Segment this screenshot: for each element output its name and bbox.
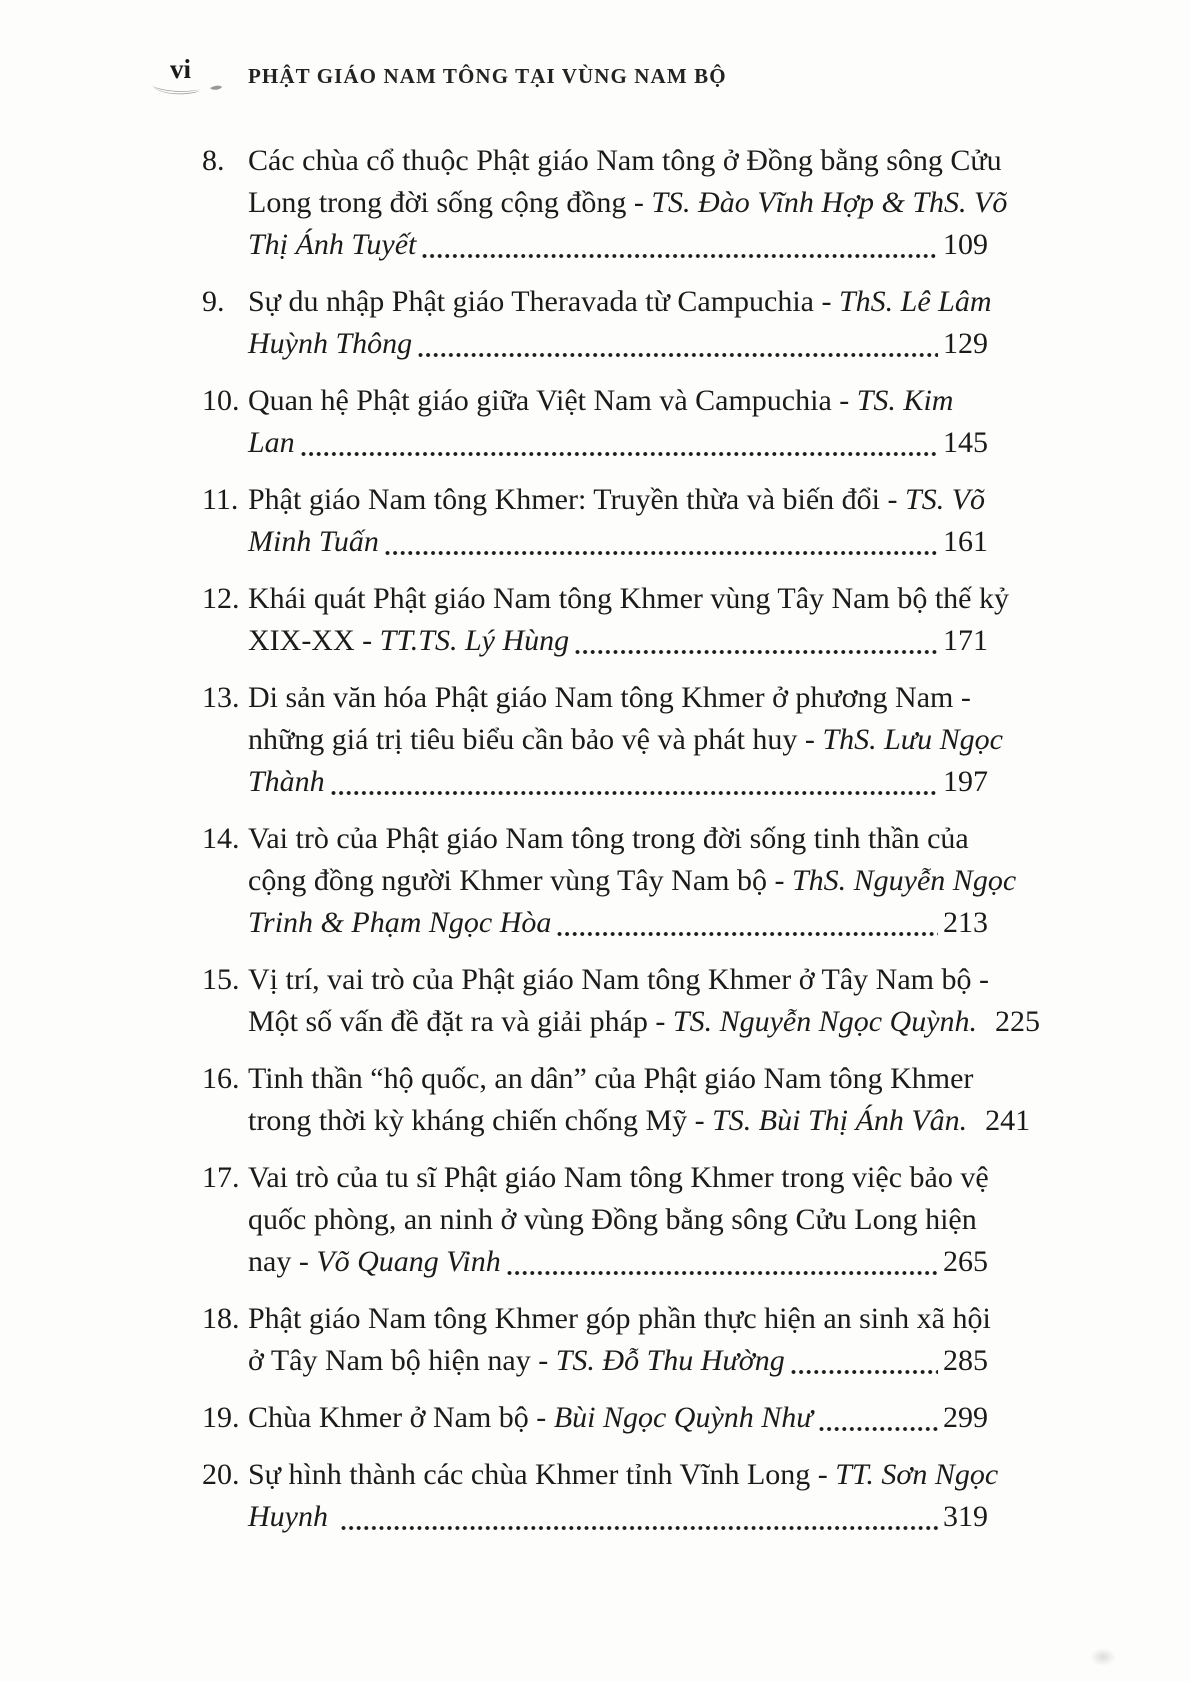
toc-author-text: TS. Đỗ Thu Hường	[555, 1344, 785, 1377]
toc-entry-number: 8.	[202, 144, 225, 177]
toc-line	[248, 1199, 988, 1241]
toc-line	[248, 677, 988, 719]
toc-entry-lines	[248, 1397, 988, 1439]
toc-line	[248, 1298, 991, 1340]
dot-leader	[330, 790, 938, 796]
toc-author-text: TS. Võ	[905, 483, 986, 516]
toc-line	[248, 479, 988, 521]
toc-line	[248, 422, 988, 464]
toc-author-text: TS. Đào Vĩnh Hợp & ThS. Võ	[651, 186, 1008, 219]
toc-title-text: Chùa Khmer ở Nam bộ -	[248, 1401, 554, 1434]
toc-author-text: TS. Kim	[856, 384, 954, 417]
dot-leader	[340, 1525, 938, 1531]
toc-line	[248, 1241, 988, 1283]
toc-line	[248, 521, 988, 563]
toc-author-text: ThS. Lưu Ngọc	[822, 723, 1003, 756]
toc-title-text: nay -	[248, 1245, 317, 1278]
toc-entry-lines	[248, 1058, 1031, 1142]
toc-author-text: TT. Sơn Ngọc	[835, 1458, 999, 1491]
toc-page-number: 171	[943, 624, 988, 657]
running-head-title: PHẬT GIÁO NAM TÔNG TẠI VÙNG NAM BỘ	[248, 64, 727, 88]
toc-entry	[202, 281, 992, 365]
toc-author-text: Minh Tuấn	[248, 525, 379, 558]
toc-entry	[202, 1454, 999, 1538]
toc-entry-lines	[248, 1298, 991, 1382]
toc-page-number: 129	[943, 327, 988, 360]
toc-line	[248, 818, 988, 860]
toc-list	[202, 140, 1041, 1553]
toc-title-text: những giá trị tiêu biểu cần bảo vệ và phát huy -	[248, 723, 823, 756]
dot-leader	[421, 253, 938, 259]
toc-entry-number: 12.	[202, 582, 240, 615]
toc-author-text: Lan	[248, 426, 295, 459]
dot-leader	[384, 550, 938, 556]
toc-page-number: 109	[943, 228, 988, 261]
toc-entry-number: 17.	[202, 1161, 240, 1194]
toc-author-text: TS. Nguyễn Ngọc Quỳnh.	[672, 1005, 978, 1038]
toc-entry	[202, 1298, 991, 1382]
toc-line	[248, 182, 1008, 224]
toc-line	[248, 1157, 988, 1199]
toc-author-text: ThS. Nguyễn Ngọc	[791, 864, 1017, 897]
toc-line	[248, 902, 988, 944]
toc-entry-lines	[248, 479, 988, 563]
toc-line	[248, 1496, 988, 1538]
toc-entry-number: 15.	[202, 963, 240, 996]
toc-title-text: Phật giáo Nam tông Khmer góp phần thực hiện an sinh xã hội	[248, 1302, 991, 1335]
toc-line	[248, 140, 1002, 182]
toc-page-number: 299	[943, 1401, 988, 1434]
toc-entry-lines	[248, 818, 1017, 944]
toc-title-text: Sự hình thành các chùa Khmer tỉnh Vĩnh Long -	[248, 1458, 836, 1491]
toc-entry-number: 20.	[202, 1458, 240, 1491]
toc-line	[248, 761, 988, 803]
toc-page-number: 225	[995, 1005, 1041, 1038]
leader-space	[972, 1129, 980, 1135]
dot-leader	[790, 1369, 938, 1375]
toc-line	[248, 860, 1017, 902]
toc-line	[248, 323, 988, 365]
toc-page-number: 319	[943, 1500, 988, 1533]
toc-author-text: Huynh	[248, 1500, 336, 1533]
toc-title-text: trong thời kỳ kháng chiến chống Mỹ -	[248, 1104, 713, 1137]
toc-page-number: 197	[943, 765, 988, 798]
toc-title-text: Phật giáo Nam tông Khmer: Truyền thừa và biến đổi -	[248, 483, 906, 516]
toc-title-text: Vai trò của tu sĩ Phật giáo Nam tông Khmer trong việc bảo vệ	[248, 1161, 989, 1194]
toc-title-text: quốc phòng, an ninh ở vùng Đồng bằng sông Cửu Long hiện	[248, 1203, 977, 1236]
toc-title-text: Sự du nhập Phật giáo Theravada từ Campuchia -	[248, 285, 839, 318]
toc-line	[248, 719, 1003, 761]
toc-entry-number: 9.	[202, 285, 225, 318]
toc-author-text: Bùi Ngọc Quỳnh Như	[553, 1401, 813, 1434]
dot-leader	[506, 1270, 938, 1276]
toc-title-text: Quan hệ Phật giáo giữa Việt Nam và Campuchia -	[248, 384, 857, 417]
toc-title-text: Khái quát Phật giáo Nam tông Khmer vùng Tây Nam bộ thế kỷ	[248, 582, 1009, 615]
toc-entry-number: 10.	[202, 384, 240, 417]
scan-smudge-artifact	[1090, 1648, 1116, 1666]
toc-entry	[202, 818, 1017, 944]
toc-line	[248, 1340, 988, 1382]
toc-line	[248, 620, 988, 662]
toc-page-number: 161	[943, 525, 988, 558]
toc-entry-lines	[248, 380, 988, 464]
toc-line	[248, 281, 992, 323]
toc-title-text: Di sản văn hóa Phật giáo Nam tông Khmer ở phương Nam -	[248, 681, 971, 714]
dot-leader	[300, 451, 938, 457]
running-head	[170, 54, 191, 85]
toc-line	[248, 1454, 999, 1496]
toc-page-number: 145	[943, 426, 988, 459]
toc-page-number: 265	[943, 1245, 988, 1278]
toc-entry	[202, 380, 988, 464]
toc-entry-lines	[248, 1157, 988, 1283]
dot-leader	[818, 1426, 938, 1432]
toc-title-text: Long trong đời sống cộng đồng -	[248, 186, 652, 219]
toc-entry-lines	[248, 677, 1003, 803]
toc-author-text: Võ Quang Vinh	[316, 1245, 501, 1278]
toc-entry	[202, 479, 988, 563]
toc-entry-lines	[248, 578, 1009, 662]
toc-entry-number: 11.	[202, 483, 239, 516]
toc-author-text: Thị Ánh Tuyết	[248, 228, 417, 261]
toc-entry-number: 18.	[202, 1302, 240, 1335]
toc-entry	[202, 1397, 988, 1439]
toc-author-text: Trinh & Phạm Ngọc Hòa	[248, 906, 552, 939]
toc-title-text: Vai trò của Phật giáo Nam tông trong đời sống tinh thần của	[248, 822, 969, 855]
toc-line	[248, 224, 988, 266]
toc-entry	[202, 677, 1003, 803]
toc-page-number: 241	[985, 1104, 1031, 1137]
toc-author-text: ThS. Lê Lâm	[839, 285, 992, 318]
toc-title-text: Các chùa cổ thuộc Phật giáo Nam tông ở Đồng bằng sông Cửu	[248, 144, 1002, 177]
toc-entry-number: 16.	[202, 1062, 240, 1095]
toc-entry	[202, 959, 1041, 1043]
leader-space	[982, 1030, 990, 1036]
toc-line	[248, 578, 1009, 620]
toc-line	[248, 1001, 1041, 1043]
toc-page-number: 213	[943, 906, 988, 939]
toc-entry-lines	[248, 281, 992, 365]
toc-title-text: Tinh thần “hộ quốc, an dân” của Phật giáo Nam tông Khmer	[248, 1062, 974, 1095]
toc-title-text: cộng đồng người Khmer vùng Tây Nam bộ -	[248, 864, 792, 897]
toc-entry-lines	[248, 959, 1041, 1043]
toc-author-text: TS. Bùi Thị Ánh Vân.	[712, 1104, 968, 1137]
toc-entry	[202, 1058, 1031, 1142]
folio-page-number: vi	[170, 54, 192, 84]
toc-entry-number: 14.	[202, 822, 240, 855]
toc-entry-number: 13.	[202, 681, 240, 714]
toc-entry	[202, 140, 1008, 266]
dot-leader	[574, 649, 938, 655]
toc-page-number: 285	[943, 1344, 988, 1377]
toc-author-text: TT.TS. Lý Hùng	[379, 624, 570, 657]
toc-author-text: Huỳnh Thông	[248, 327, 413, 360]
toc-title-text: ở Tây Nam bộ hiện nay -	[248, 1344, 556, 1377]
toc-title-text: Vị trí, vai trò của Phật giáo Nam tông Khmer ở Tây Nam bộ -	[248, 963, 989, 996]
dot-leader	[556, 931, 938, 937]
toc-line	[248, 959, 988, 1001]
toc-title-text: XIX-XX -	[248, 624, 380, 657]
toc-entry-lines	[248, 140, 1008, 266]
toc-line	[248, 1397, 988, 1439]
toc-entry-number: 19.	[202, 1401, 240, 1434]
toc-line	[248, 1058, 988, 1100]
dot-leader	[417, 352, 938, 358]
toc-entry	[202, 578, 1009, 662]
toc-author-text: Thành	[248, 765, 325, 798]
toc-title-text: Một số vấn đề đặt ra và giải pháp -	[248, 1005, 673, 1038]
toc-entry-lines	[248, 1454, 999, 1538]
toc-entry	[202, 1157, 988, 1283]
brush-swoosh-flourish-icon	[150, 78, 236, 98]
toc-line	[248, 380, 988, 422]
toc-line	[248, 1100, 1031, 1142]
